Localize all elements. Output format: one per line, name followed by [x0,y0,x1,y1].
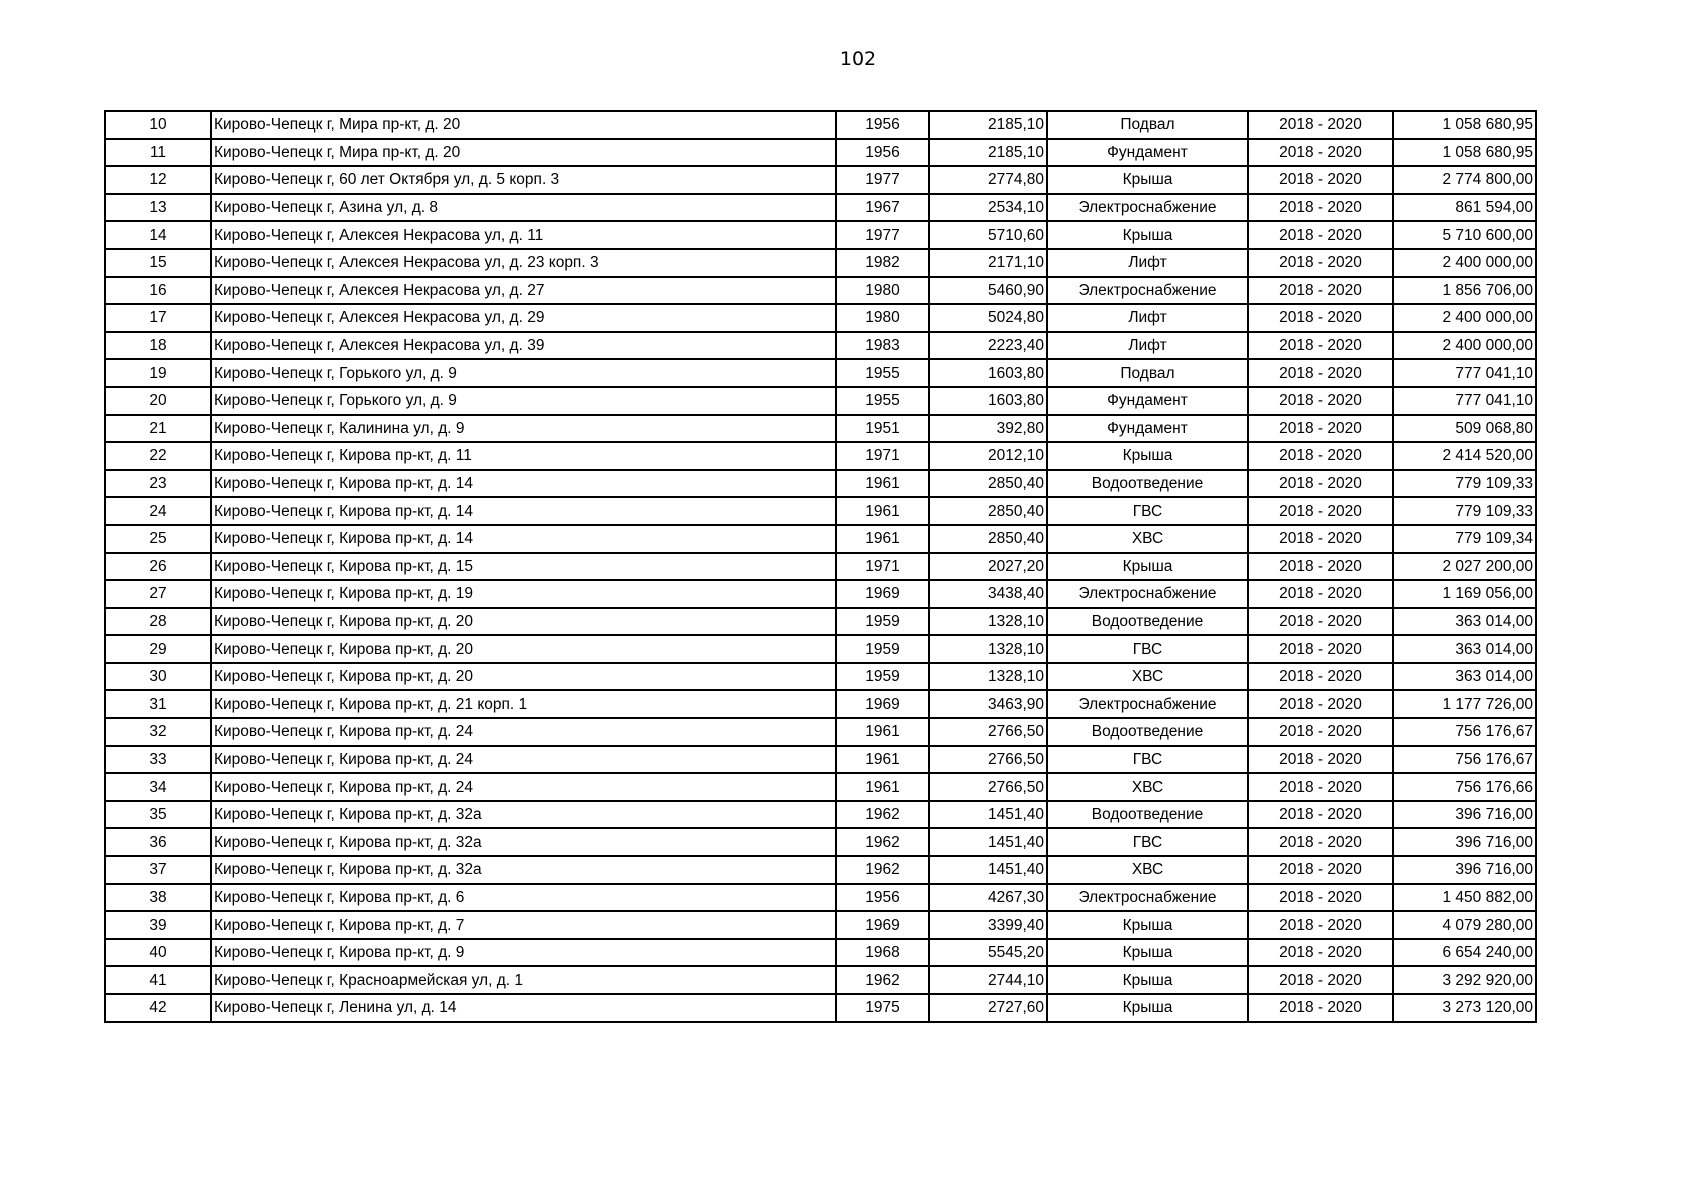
period-cell: 2018 - 2020 [1248,801,1393,829]
table-row [105,608,1536,636]
row-number-cell: 29 [105,635,211,663]
address-cell: Кирово-Чепецк г, Кирова пр-кт, д. 14 [211,470,836,498]
table-row [105,746,1536,774]
cost-cell: 777 041,10 [1393,387,1536,415]
address-cell: Кирово-Чепецк г, Кирова пр-кт, д. 19 [211,580,836,608]
work-type-cell: Электроснабжение [1047,690,1248,718]
work-type-cell: ГВС [1047,746,1248,774]
area-cell: 1603,80 [929,387,1047,415]
period-cell: 2018 - 2020 [1248,911,1393,939]
address-cell: Кирово-Чепецк г, Алексея Некрасова ул, д. 27 [211,277,836,305]
work-type-cell: Крыша [1047,553,1248,581]
cost-cell: 756 176,67 [1393,718,1536,746]
address-cell: Кирово-Чепецк г, Кирова пр-кт, д. 9 [211,939,836,967]
work-type-cell: ХВС [1047,525,1248,553]
address-cell: Кирово-Чепецк г, Алексея Некрасова ул, д. 23 корп. 3 [211,249,836,277]
area-cell: 2766,50 [929,773,1047,801]
period-cell: 2018 - 2020 [1248,525,1393,553]
row-number-cell: 39 [105,911,211,939]
cost-cell: 1 169 056,00 [1393,580,1536,608]
address-cell: Кирово-Чепецк г, Кирова пр-кт, д. 24 [211,746,836,774]
area-cell: 3399,40 [929,911,1047,939]
period-cell: 2018 - 2020 [1248,277,1393,305]
work-type-cell: ГВС [1047,635,1248,663]
build-year-cell: 1962 [836,801,929,829]
area-cell: 2774,80 [929,166,1047,194]
address-cell: Кирово-Чепецк г, Калинина ул, д. 9 [211,415,836,443]
area-cell: 3438,40 [929,580,1047,608]
address-cell: Кирово-Чепецк г, Алексея Некрасова ул, д. 39 [211,332,836,360]
period-cell: 2018 - 2020 [1248,773,1393,801]
build-year-cell: 1980 [836,304,929,332]
area-cell: 5460,90 [929,277,1047,305]
row-number-cell: 11 [105,139,211,167]
table-row [105,635,1536,663]
area-cell: 2850,40 [929,497,1047,525]
area-cell: 2850,40 [929,470,1047,498]
work-type-cell: Крыша [1047,221,1248,249]
table-row [105,387,1536,415]
build-year-cell: 1975 [836,994,929,1022]
table-row [105,939,1536,967]
cost-cell: 2 027 200,00 [1393,553,1536,581]
area-cell: 2850,40 [929,525,1047,553]
cost-cell: 363 014,00 [1393,635,1536,663]
area-cell: 2223,40 [929,332,1047,360]
cost-cell: 396 716,00 [1393,828,1536,856]
address-cell: Кирово-Чепецк г, 60 лет Октября ул, д. 5 корп. 3 [211,166,836,194]
build-year-cell: 1962 [836,966,929,994]
address-cell: Кирово-Чепецк г, Горького ул, д. 9 [211,359,836,387]
table-row [105,966,1536,994]
address-cell: Кирово-Чепецк г, Кирова пр-кт, д. 32а [211,856,836,884]
table-row [105,690,1536,718]
area-cell: 2185,10 [929,139,1047,167]
table-row [105,277,1536,305]
area-cell: 2727,60 [929,994,1047,1022]
build-year-cell: 1961 [836,525,929,553]
cost-cell: 779 109,33 [1393,470,1536,498]
work-type-cell: Фундамент [1047,139,1248,167]
row-number-cell: 35 [105,801,211,829]
work-type-cell: ХВС [1047,856,1248,884]
address-cell: Кирово-Чепецк г, Алексея Некрасова ул, д. 11 [211,221,836,249]
row-number-cell: 19 [105,359,211,387]
work-type-cell: Электроснабжение [1047,884,1248,912]
build-year-cell: 1959 [836,663,929,691]
work-type-cell: Крыша [1047,994,1248,1022]
work-type-cell: Фундамент [1047,387,1248,415]
build-year-cell: 1955 [836,359,929,387]
cost-cell: 3 273 120,00 [1393,994,1536,1022]
area-cell: 1451,40 [929,828,1047,856]
period-cell: 2018 - 2020 [1248,994,1393,1022]
table-row [105,442,1536,470]
build-year-cell: 1959 [836,635,929,663]
cost-cell: 509 068,80 [1393,415,1536,443]
row-number-cell: 30 [105,663,211,691]
build-year-cell: 1969 [836,911,929,939]
work-type-cell: Подвал [1047,359,1248,387]
table-row [105,194,1536,222]
period-cell: 2018 - 2020 [1248,966,1393,994]
address-cell: Кирово-Чепецк г, Кирова пр-кт, д. 6 [211,884,836,912]
period-cell: 2018 - 2020 [1248,663,1393,691]
build-year-cell: 1968 [836,939,929,967]
cost-cell: 861 594,00 [1393,194,1536,222]
table-row [105,663,1536,691]
row-number-cell: 22 [105,442,211,470]
period-cell: 2018 - 2020 [1248,166,1393,194]
build-year-cell: 1969 [836,690,929,718]
cost-cell: 1 058 680,95 [1393,111,1536,139]
row-number-cell: 33 [105,746,211,774]
work-type-cell: Крыша [1047,966,1248,994]
table-row [105,497,1536,525]
work-type-cell: Крыша [1047,939,1248,967]
build-year-cell: 1959 [836,608,929,636]
row-number-cell: 21 [105,415,211,443]
row-number-cell: 14 [105,221,211,249]
address-cell: Кирово-Чепецк г, Алексея Некрасова ул, д. 29 [211,304,836,332]
period-cell: 2018 - 2020 [1248,387,1393,415]
area-cell: 1328,10 [929,635,1047,663]
table-row [105,415,1536,443]
period-cell: 2018 - 2020 [1248,580,1393,608]
cost-cell: 2 400 000,00 [1393,249,1536,277]
address-cell: Кирово-Чепецк г, Кирова пр-кт, д. 21 корп. 1 [211,690,836,718]
work-type-cell: Крыша [1047,442,1248,470]
table-row [105,332,1536,360]
cost-cell: 756 176,66 [1393,773,1536,801]
area-cell: 2766,50 [929,746,1047,774]
work-type-cell: ГВС [1047,497,1248,525]
area-cell: 2171,10 [929,249,1047,277]
table-row [105,828,1536,856]
table-row [105,249,1536,277]
table-row [105,359,1536,387]
work-type-cell: Лифт [1047,304,1248,332]
row-number-cell: 24 [105,497,211,525]
period-cell: 2018 - 2020 [1248,470,1393,498]
address-cell: Кирово-Чепецк г, Кирова пр-кт, д. 15 [211,553,836,581]
build-year-cell: 1951 [836,415,929,443]
table-row [105,470,1536,498]
period-cell: 2018 - 2020 [1248,221,1393,249]
area-cell: 1328,10 [929,663,1047,691]
work-type-cell: Электроснабжение [1047,580,1248,608]
cost-cell: 2 400 000,00 [1393,304,1536,332]
address-cell: Кирово-Чепецк г, Кирова пр-кт, д. 32а [211,801,836,829]
cost-cell: 4 079 280,00 [1393,911,1536,939]
period-cell: 2018 - 2020 [1248,249,1393,277]
area-cell: 2012,10 [929,442,1047,470]
cost-cell: 779 109,34 [1393,525,1536,553]
row-number-cell: 40 [105,939,211,967]
build-year-cell: 1971 [836,553,929,581]
work-type-cell: ХВС [1047,663,1248,691]
work-type-cell: Крыша [1047,911,1248,939]
address-cell: Кирово-Чепецк г, Кирова пр-кт, д. 24 [211,718,836,746]
table-row [105,994,1536,1022]
cost-cell: 363 014,00 [1393,663,1536,691]
address-cell: Кирово-Чепецк г, Кирова пр-кт, д. 32а [211,828,836,856]
cost-cell: 1 058 680,95 [1393,139,1536,167]
area-cell: 5545,20 [929,939,1047,967]
cost-cell: 6 654 240,00 [1393,939,1536,967]
row-number-cell: 17 [105,304,211,332]
table-row [105,773,1536,801]
cost-cell: 363 014,00 [1393,608,1536,636]
address-cell: Кирово-Чепецк г, Кирова пр-кт, д. 14 [211,497,836,525]
address-cell: Кирово-Чепецк г, Кирова пр-кт, д. 24 [211,773,836,801]
period-cell: 2018 - 2020 [1248,497,1393,525]
period-cell: 2018 - 2020 [1248,690,1393,718]
build-year-cell: 1977 [836,166,929,194]
row-number-cell: 25 [105,525,211,553]
area-cell: 392,80 [929,415,1047,443]
work-type-cell: Водоотведение [1047,470,1248,498]
build-year-cell: 1969 [836,580,929,608]
area-cell: 4267,30 [929,884,1047,912]
build-year-cell: 1977 [836,221,929,249]
table-row [105,801,1536,829]
work-type-cell: Водоотведение [1047,801,1248,829]
address-cell: Кирово-Чепецк г, Ленина ул, д. 14 [211,994,836,1022]
period-cell: 2018 - 2020 [1248,608,1393,636]
address-cell: Кирово-Чепецк г, Мира пр-кт, д. 20 [211,111,836,139]
work-type-cell: Водоотведение [1047,608,1248,636]
period-cell: 2018 - 2020 [1248,194,1393,222]
period-cell: 2018 - 2020 [1248,553,1393,581]
row-number-cell: 10 [105,111,211,139]
cost-cell: 2 414 520,00 [1393,442,1536,470]
work-type-cell: Подвал [1047,111,1248,139]
work-type-cell: ХВС [1047,773,1248,801]
period-cell: 2018 - 2020 [1248,746,1393,774]
cost-cell: 396 716,00 [1393,801,1536,829]
row-number-cell: 36 [105,828,211,856]
cost-cell: 779 109,33 [1393,497,1536,525]
build-year-cell: 1961 [836,718,929,746]
table-row [105,856,1536,884]
work-type-cell: Электроснабжение [1047,277,1248,305]
row-number-cell: 26 [105,553,211,581]
cost-cell: 2 774 800,00 [1393,166,1536,194]
address-cell: Кирово-Чепецк г, Горького ул, д. 9 [211,387,836,415]
table-row [105,580,1536,608]
address-cell: Кирово-Чепецк г, Красноармейская ул, д. 1 [211,966,836,994]
period-cell: 2018 - 2020 [1248,856,1393,884]
work-type-cell: Водоотведение [1047,718,1248,746]
build-year-cell: 1956 [836,111,929,139]
area-cell: 2766,50 [929,718,1047,746]
row-number-cell: 28 [105,608,211,636]
build-year-cell: 1980 [836,277,929,305]
work-type-cell: Лифт [1047,249,1248,277]
period-cell: 2018 - 2020 [1248,415,1393,443]
row-number-cell: 13 [105,194,211,222]
cost-cell: 777 041,10 [1393,359,1536,387]
row-number-cell: 20 [105,387,211,415]
area-cell: 1451,40 [929,856,1047,884]
page-number: 102 [839,48,877,70]
cost-cell: 1 450 882,00 [1393,884,1536,912]
address-cell: Кирово-Чепецк г, Кирова пр-кт, д. 7 [211,911,836,939]
cost-cell: 756 176,67 [1393,746,1536,774]
period-cell: 2018 - 2020 [1248,111,1393,139]
table-row [105,525,1536,553]
period-cell: 2018 - 2020 [1248,939,1393,967]
address-cell: Кирово-Чепецк г, Кирова пр-кт, д. 11 [211,442,836,470]
period-cell: 2018 - 2020 [1248,139,1393,167]
period-cell: 2018 - 2020 [1248,304,1393,332]
period-cell: 2018 - 2020 [1248,884,1393,912]
cost-cell: 1 856 706,00 [1393,277,1536,305]
address-cell: Кирово-Чепецк г, Кирова пр-кт, д. 20 [211,663,836,691]
row-number-cell: 16 [105,277,211,305]
cost-cell: 396 716,00 [1393,856,1536,884]
build-year-cell: 1982 [836,249,929,277]
build-year-cell: 1956 [836,139,929,167]
cost-cell: 1 177 726,00 [1393,690,1536,718]
work-type-cell: Фундамент [1047,415,1248,443]
table-body [105,111,1536,1022]
period-cell: 2018 - 2020 [1248,442,1393,470]
period-cell: 2018 - 2020 [1248,635,1393,663]
table-row [105,139,1536,167]
period-cell: 2018 - 2020 [1248,718,1393,746]
build-year-cell: 1961 [836,470,929,498]
address-cell: Кирово-Чепецк г, Кирова пр-кт, д. 20 [211,635,836,663]
build-year-cell: 1971 [836,442,929,470]
area-cell: 1328,10 [929,608,1047,636]
build-year-cell: 1961 [836,497,929,525]
address-cell: Кирово-Чепецк г, Кирова пр-кт, д. 20 [211,608,836,636]
address-cell: Кирово-Чепецк г, Мира пр-кт, д. 20 [211,139,836,167]
area-cell: 1603,80 [929,359,1047,387]
build-year-cell: 1962 [836,856,929,884]
address-cell: Кирово-Чепецк г, Азина ул, д. 8 [211,194,836,222]
area-cell: 2534,10 [929,194,1047,222]
build-year-cell: 1961 [836,773,929,801]
table-row [105,166,1536,194]
table-row [105,884,1536,912]
row-number-cell: 15 [105,249,211,277]
area-cell: 2027,20 [929,553,1047,581]
work-type-cell: Лифт [1047,332,1248,360]
build-year-cell: 1967 [836,194,929,222]
work-type-cell: Электроснабжение [1047,194,1248,222]
cost-cell: 3 292 920,00 [1393,966,1536,994]
work-type-cell: Крыша [1047,166,1248,194]
table-row [105,304,1536,332]
row-number-cell: 27 [105,580,211,608]
build-year-cell: 1962 [836,828,929,856]
row-number-cell: 23 [105,470,211,498]
build-year-cell: 1961 [836,746,929,774]
build-year-cell: 1956 [836,884,929,912]
row-number-cell: 31 [105,690,211,718]
row-number-cell: 41 [105,966,211,994]
period-cell: 2018 - 2020 [1248,359,1393,387]
row-number-cell: 42 [105,994,211,1022]
period-cell: 2018 - 2020 [1248,332,1393,360]
area-cell: 5710,60 [929,221,1047,249]
table-row [105,221,1536,249]
build-year-cell: 1983 [836,332,929,360]
work-type-cell: ГВС [1047,828,1248,856]
area-cell: 1451,40 [929,801,1047,829]
repair-program-table [104,110,1537,1023]
row-number-cell: 34 [105,773,211,801]
row-number-cell: 37 [105,856,211,884]
table-row [105,718,1536,746]
cost-cell: 5 710 600,00 [1393,221,1536,249]
build-year-cell: 1955 [836,387,929,415]
table-row [105,911,1536,939]
area-cell: 2185,10 [929,111,1047,139]
row-number-cell: 38 [105,884,211,912]
table-row [105,111,1536,139]
row-number-cell: 32 [105,718,211,746]
period-cell: 2018 - 2020 [1248,828,1393,856]
area-cell: 3463,90 [929,690,1047,718]
area-cell: 5024,80 [929,304,1047,332]
row-number-cell: 12 [105,166,211,194]
cost-cell: 2 400 000,00 [1393,332,1536,360]
table-row [105,553,1536,581]
row-number-cell: 18 [105,332,211,360]
area-cell: 2744,10 [929,966,1047,994]
address-cell: Кирово-Чепецк г, Кирова пр-кт, д. 14 [211,525,836,553]
